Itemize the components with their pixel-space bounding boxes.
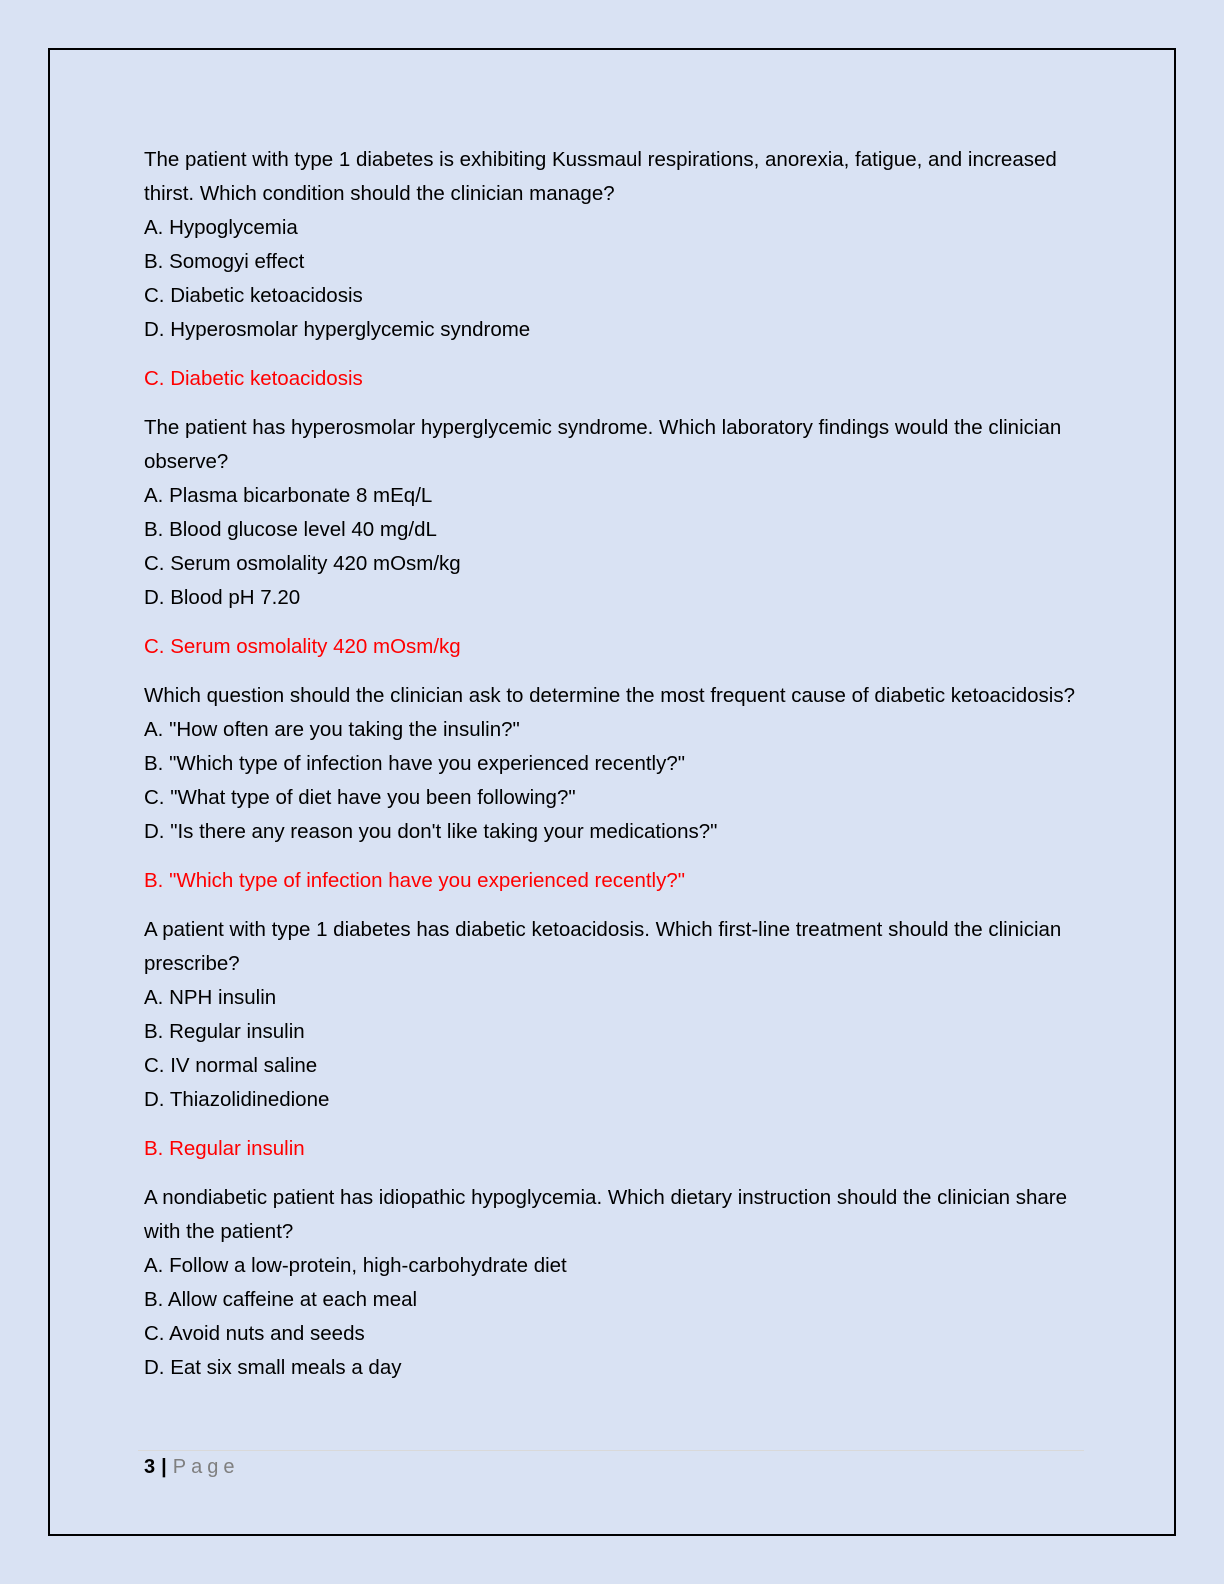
question-2: [144, 411, 1084, 615]
footer-separator: |: [161, 1456, 167, 1478]
question-5: [144, 1181, 1084, 1385]
option-a: A. NPH insulin: [144, 986, 277, 1009]
option-b: B. "Which type of infection have you experienced recently?": [144, 752, 686, 775]
question-text: A nondiabetic patient has idiopathic hypoglycemia. Which dietary instruction should the clinician share with the patient?: [144, 1186, 1068, 1243]
option-c: C. Avoid nuts and seeds: [144, 1322, 365, 1345]
option-d: D. Eat six small meals a day: [144, 1356, 402, 1379]
option-d: D. "Is there any reason you don't like taking your medications?": [144, 820, 718, 843]
question-4: [144, 913, 1084, 1117]
option-a: A. "How often are you taking the insulin?": [144, 718, 520, 741]
option-b: B. Allow caffeine at each meal: [144, 1288, 418, 1311]
question-text: A patient with type 1 diabetes has diabetic ketoacidosis. Which first-line treatment should the clinician prescribe?: [144, 918, 1062, 975]
option-b: B. Blood glucose level 40 mg/dL: [144, 518, 437, 541]
option-a: A. Plasma bicarbonate 8 mEq/L: [144, 484, 433, 507]
option-b: B. Regular insulin: [144, 1020, 305, 1043]
question-text: Which question should the clinician ask to determine the most frequent cause of diabetic ketoacidosis?: [144, 684, 1075, 707]
option-a: A. Hypoglycemia: [144, 216, 298, 239]
option-c: C. IV normal saline: [144, 1054, 318, 1077]
option-b: B. Somogyi effect: [144, 250, 305, 273]
page-label: Page: [172, 1456, 240, 1478]
question-3: [144, 679, 1084, 849]
option-c: C. Diabetic ketoacidosis: [144, 284, 363, 307]
option-a: A. Follow a low-protein, high-carbohydrate diet: [144, 1254, 567, 1277]
page-footer: [144, 1454, 239, 1480]
question-text: The patient with type 1 diabetes is exhibiting Kussmaul respirations, anorexia, fatigue, and increased thirst. Which condition should the clinician manage?: [144, 148, 1057, 205]
answer: B. Regular insulin: [144, 1137, 305, 1160]
option-d: D. Hyperosmolar hyperglycemic syndrome: [144, 318, 531, 341]
answer: B. "Which type of infection have you experienced recently?": [144, 869, 686, 892]
option-d: D. Thiazolidinedione: [144, 1088, 330, 1111]
document-body: [144, 143, 1084, 1400]
question-text: The patient has hyperosmolar hyperglycemic syndrome. Which laboratory findings would the clinician observe?: [144, 416, 1062, 473]
page-number: 3: [144, 1456, 156, 1478]
answer: C. Serum osmolality 420 mOsm/kg: [144, 635, 461, 658]
option-d: D. Blood pH 7.20: [144, 586, 301, 609]
option-c: C. "What type of diet have you been following?": [144, 786, 576, 809]
option-c: C. Serum osmolality 420 mOsm/kg: [144, 552, 461, 575]
answer: C. Diabetic ketoacidosis: [144, 367, 363, 390]
footer-divider: [138, 1450, 1084, 1451]
question-1: [144, 143, 1084, 347]
